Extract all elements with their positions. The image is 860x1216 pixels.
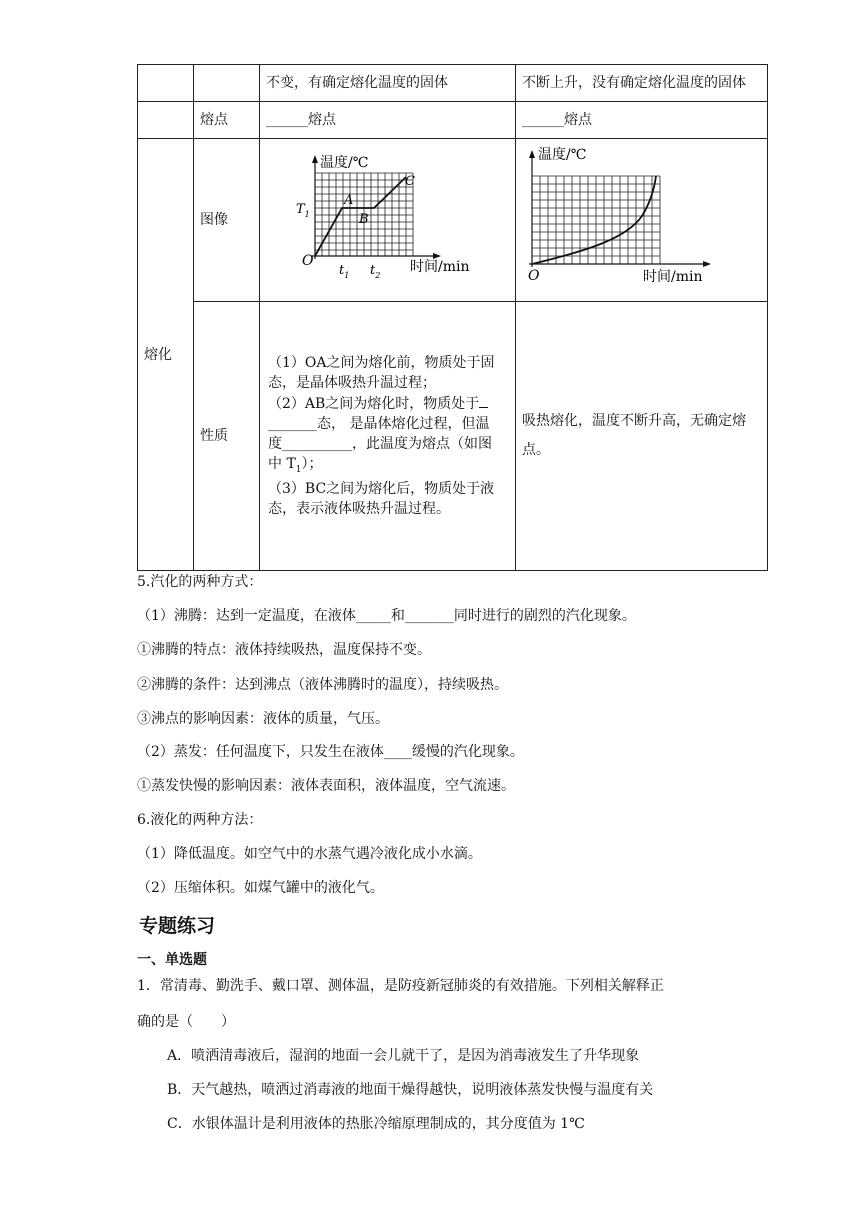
y-axis-arrow-icon <box>529 150 535 158</box>
option-c: C．水银体温计是利用液体的热胀冷缩原理制成的，其分度值为 1℃ <box>167 1116 585 1132</box>
table-cell <box>194 65 260 102</box>
fill-blank: _______ <box>268 415 317 432</box>
amorphous-graph-cell <box>516 139 768 302</box>
table-row <box>138 302 768 571</box>
amorphous-melting-point-cell: ______熔点 <box>516 102 768 139</box>
fill-blank: ______ <box>522 112 564 128</box>
point-a-label: A <box>344 193 354 208</box>
single-choice-heading: 一、单选题 <box>137 952 207 968</box>
y-axis-arrow-icon <box>312 155 318 163</box>
y-axis-label: 温度/℃ <box>320 155 369 171</box>
question-1-stem-cont: 确的是（ ） <box>137 1014 235 1030</box>
section-6-title: 6.液化的两种方法： <box>137 812 263 828</box>
table-row <box>138 102 768 139</box>
grid <box>532 176 660 264</box>
point-c-label: C <box>405 174 415 189</box>
graph-label: 图像 <box>194 139 260 302</box>
amorphous-melting-graph <box>516 139 768 295</box>
temperature-curve <box>532 176 656 264</box>
amorphous-header-cell: 不断上升，没有确定熔化温度的固体 <box>516 65 768 102</box>
crystal-melting-graph <box>260 139 515 295</box>
table-cell <box>138 65 194 102</box>
origin-label: O <box>528 268 540 284</box>
option-b: B．天气越热，喷洒过消毒液的地面干燥得越快，说明液体蒸发快慢与温度有关 <box>167 1082 654 1098</box>
fill-blank: _______ <box>404 608 454 624</box>
liquefaction-method-2: （2）压缩体积。如煤气罐中的液化气。 <box>137 880 384 896</box>
amorphous-property-cell: 吸热熔化，温度不断升高，无确定熔 点。 <box>516 302 768 571</box>
x-axis-label: 时间/min <box>410 259 470 275</box>
melting-point-label: 熔点 <box>194 102 260 139</box>
evaporation-factors: ①蒸发快慢的影响因素：液体表面积，液体温度，空气流速。 <box>137 778 515 794</box>
table-row <box>138 139 768 302</box>
point-b-label: B <box>359 212 369 227</box>
fill-blank: ____ <box>383 744 412 760</box>
fill-blank: ______ <box>266 112 308 128</box>
fill-blank: _____ <box>355 608 391 624</box>
boiling-condition: ②沸腾的条件：达到沸点（液体沸腾时的温度），持续吸热。 <box>137 677 508 693</box>
evaporation-definition: （2）蒸发：任何温度下，只发生在液体____缓慢的汽化现象。 <box>137 744 524 760</box>
property-label: 性质 <box>194 302 260 571</box>
origin-label: O <box>302 253 314 269</box>
fill-blank: __________ <box>282 435 352 452</box>
practice-heading: 专题练习 <box>139 915 216 937</box>
x-axis-arrow-icon <box>703 261 711 267</box>
table-cell <box>138 102 194 139</box>
y-axis-label: 温度/℃ <box>538 147 587 163</box>
section-5-title: 5.汽化的两种方式： <box>137 574 263 590</box>
t1-time-label: $t_1$ <box>339 263 350 280</box>
crystal-melting-point-cell: ______熔点 <box>260 102 516 139</box>
crystal-header-cell: 不变，有确定熔化温度的固体 <box>260 65 516 102</box>
crystal-property-cell: （1）OA之间为熔化前，物质处于固 态，是晶体吸热升温过程； （2）AB之间为熔化时，物质处于 _______态， 是晶体熔化过程，但温 度__________，此温度为熔点（如图 中 $T_1$）； （3）BC之间为熔化后，物质处于液 态，表示液体吸热升温过程。 <box>260 302 516 571</box>
boiling-feature: ①沸腾的特点：液体持续吸热，温度保持不变。 <box>137 642 431 658</box>
liquefaction-method-1: （1）降低温度。如空气中的水蒸气遇冷液化成小水滴。 <box>137 846 482 862</box>
question-1-stem: 1．常清毒、勤洗手、戴口罩、测体温，是防疫新冠肺炎的有效措施。下列相关解释正 <box>137 978 664 994</box>
melting-group-label: 熔化 <box>138 139 194 571</box>
table-row <box>138 65 768 102</box>
t2-time-label: $t_2$ <box>370 263 381 280</box>
x-axis-label: 时间/min <box>643 269 703 285</box>
melting-comparison-table <box>137 64 768 571</box>
boiling-point-factors: ③沸点的影响因素：液体的质量，气压。 <box>137 711 389 727</box>
crystal-graph-cell <box>260 139 516 302</box>
option-a: A．喷洒清毒液后，湿润的地面一会儿就干了，是因为消毒液发生了升华现象 <box>167 1048 640 1064</box>
boiling-definition: （1）沸腾：达到一定温度，在液体_____和_______同时进行的剧烈的汽化现象。 <box>137 608 636 624</box>
t1-temperature-label: $T_1$ <box>296 202 310 219</box>
